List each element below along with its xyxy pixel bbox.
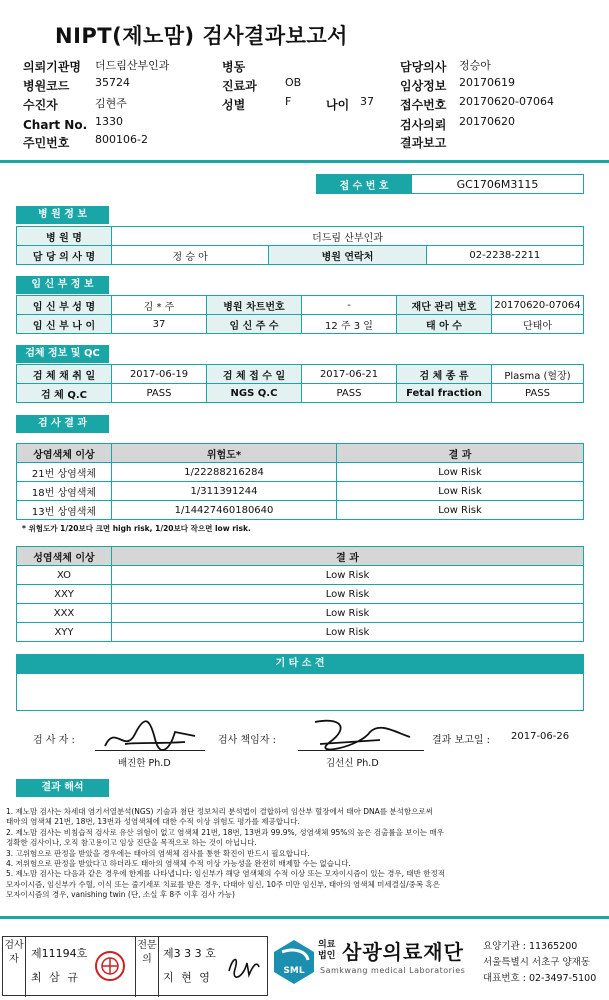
hospital-code-value: 35724 bbox=[95, 76, 130, 89]
pregnant-name-label: 임 신 부 성 명 bbox=[17, 296, 112, 315]
ff-value: PASS bbox=[492, 384, 584, 403]
org-kind-2: 법인 bbox=[318, 951, 336, 961]
receipt-no-label: 접수번호 bbox=[400, 98, 447, 112]
doctor-label: 담당의사 bbox=[400, 60, 447, 74]
resident-no-label: 주민번호 bbox=[23, 136, 70, 150]
chart-label: 병원 차트번호 bbox=[207, 296, 302, 315]
sex-chr-result: Low Risk bbox=[112, 623, 584, 642]
phone: 대표번호 : 02-3497-5100 bbox=[483, 973, 597, 984]
sex-chr-name: XYY bbox=[17, 623, 112, 642]
mgmt-label: 재단 관리 번호 bbox=[397, 296, 492, 315]
results-section: 검 사 결 과 bbox=[16, 415, 109, 433]
results-footnote: * 위험도가 1/20보다 크면 high risk, 1/20보다 작으면 low risk. bbox=[22, 524, 251, 533]
tester-signature bbox=[95, 714, 205, 754]
results-table bbox=[16, 443, 584, 520]
chr-risk: 1/14427460180640 bbox=[112, 501, 337, 520]
doctor-value: 정승아 bbox=[459, 59, 491, 72]
sex-chr-result: Low Risk bbox=[112, 604, 584, 623]
sex-label: 성별 bbox=[222, 98, 246, 112]
interpretation-line: 태아의 염색체 21번, 18번, 13번과 성염색체에 대한 수적 이상 위험도 평가를 제공합니다. bbox=[6, 817, 300, 827]
receive-label: 검 체 접 수 일 bbox=[207, 365, 302, 384]
chr-name: 21번 상염색체 bbox=[17, 463, 112, 482]
age-value: 37 bbox=[360, 95, 374, 108]
ngs-label: NGS Q.C bbox=[207, 384, 302, 403]
sex-chr-result: Low Risk bbox=[112, 566, 584, 585]
ngs-value: PASS bbox=[302, 384, 397, 403]
tester-no: 제11194호 bbox=[31, 947, 88, 960]
expert-no: 제3 3 3 호 bbox=[163, 947, 216, 960]
sex-chr-name: XXX bbox=[17, 604, 112, 623]
clinical-info-label: 임상정보 bbox=[400, 79, 447, 93]
receive-value: 2017-06-21 bbox=[302, 365, 397, 384]
type-value: Plasma (혈장) bbox=[492, 365, 584, 384]
chr-result: Low Risk bbox=[337, 482, 584, 501]
results-col-a: 상염색체 이상 bbox=[17, 444, 112, 463]
type-label: 검 체 종 류 bbox=[397, 365, 492, 384]
chart-no-label: Chart No. bbox=[23, 118, 88, 132]
receipt-box-value: GC1706M3115 bbox=[412, 175, 584, 194]
org-en: Samkwang medical Laboratories bbox=[320, 966, 466, 975]
fetus-label: 태 아 수 bbox=[397, 315, 492, 334]
dept-value: OB bbox=[285, 76, 302, 89]
collect-label: 검 체 채 취 일 bbox=[17, 365, 112, 384]
receipt-no-value: 20170620-07064 bbox=[459, 95, 554, 108]
expert-footer-name: 지 현 영 bbox=[163, 971, 212, 984]
pregnant-table bbox=[16, 295, 584, 334]
table-row bbox=[17, 604, 584, 623]
ward-label: 병동 bbox=[222, 60, 246, 74]
report-title: NIPT(제노맘) 검사결과보고서 bbox=[55, 24, 348, 48]
tester-name: 배진한 Ph.D bbox=[118, 758, 171, 769]
table-row bbox=[17, 566, 584, 585]
sex-chr-result: Low Risk bbox=[112, 585, 584, 604]
org-kind bbox=[318, 940, 335, 962]
table-row bbox=[17, 585, 584, 604]
clinical-info-value: 20170619 bbox=[459, 76, 515, 89]
hospital-name-label: 병 원 명 bbox=[17, 227, 112, 246]
phone-label: 병원 연락처 bbox=[269, 246, 426, 265]
address: 서울특별시 서초구 양재동 bbox=[483, 957, 590, 968]
pregnant-name-value: 김 * 주 bbox=[112, 296, 207, 315]
tester-footer-name: 최 삼 규 bbox=[31, 971, 80, 984]
receipt-box-label: 접 수 번 호 bbox=[317, 175, 412, 194]
patient-label: 수진자 bbox=[23, 98, 58, 112]
interpretation-text bbox=[6, 807, 596, 901]
dept-label: 진료과 bbox=[222, 79, 257, 93]
org-name: 삼광의료재단 bbox=[342, 940, 464, 964]
stamp-icon bbox=[93, 949, 127, 983]
interpretation-section: 결과 해석 bbox=[16, 779, 109, 797]
chr-risk: 1/311391244 bbox=[112, 482, 337, 501]
resident-no-value: 800106-2 bbox=[95, 133, 148, 146]
sex-results-table bbox=[16, 546, 584, 642]
ff-label: Fetal fraction bbox=[397, 384, 492, 403]
hospital-code-label: 병원코드 bbox=[23, 79, 70, 93]
sex-chr-name: XO bbox=[17, 566, 112, 585]
footer-signatures bbox=[2, 936, 268, 996]
collect-value: 2017-06-19 bbox=[112, 365, 207, 384]
report-label: 결과보고 bbox=[400, 136, 447, 150]
hospital-section: 병 원 정 보 bbox=[16, 206, 109, 224]
sex-col-b: 결 과 bbox=[112, 547, 584, 566]
doctor-name-label: 담 당 의 사 명 bbox=[17, 246, 112, 265]
interpretation-line: 4. 저위험으로 판정을 받았다고 하더라도 태아의 염색체 수적 이상 가능성을 완전히 배제할 수는 없습니다. bbox=[6, 859, 351, 869]
expert-tag: 전문의 bbox=[135, 937, 159, 997]
weeks-label: 임 신 주 수 bbox=[207, 315, 302, 334]
interpretation-line: 모자이시즘의 경우, vanishing twin (단, 소실 후 8주 이후 검사 가능) bbox=[6, 890, 235, 900]
interpretation-line: 모자이시즘, 임신부가 수혈, 이식 또는 줄기세포 치료를 받은 경우, 다태아 임신, 10주 미만 임신부, 태아의 염색체 미세결실/중복 혹은 bbox=[6, 879, 441, 889]
request-value: 20170620 bbox=[459, 115, 515, 128]
org-kind-1: 의료 bbox=[318, 940, 336, 950]
qc-label: 검 체 Q.C bbox=[17, 384, 112, 403]
sex-chr-name: XXY bbox=[17, 585, 112, 604]
patient-value: 김현주 bbox=[95, 97, 127, 110]
table-row bbox=[17, 482, 584, 501]
pregnant-age-value: 37 bbox=[112, 315, 207, 334]
hospital-table bbox=[16, 226, 584, 265]
doctor-name-value: 정 승 아 bbox=[112, 246, 269, 265]
interpretation-line: 3. 고위험으로 판정을 받았을 경우에는 태아의 염색체 검사를 통한 확진이 반드시 필요합니다. bbox=[6, 848, 310, 858]
interpretation-line: 5. 제노맘 검사는 다음과 같은 경우에 한계를 나타냅니다: 임신부가 해당 염색체의 수적 이상 또는 모자이시즘이 있는 경우, 태반 한정적 bbox=[6, 869, 445, 879]
mgmt-value: 20170620-07064 bbox=[492, 296, 584, 315]
expert-signature bbox=[225, 951, 261, 981]
request-label: 검사의뢰 bbox=[400, 118, 447, 132]
results-col-b: 위험도* bbox=[112, 444, 337, 463]
pregnant-age-label: 임 신 부 나 이 bbox=[17, 315, 112, 334]
age-label: 나이 bbox=[326, 98, 350, 112]
other-box bbox=[16, 674, 584, 711]
phone-value: 02-2238-2211 bbox=[426, 246, 583, 265]
results-col-c: 결 과 bbox=[337, 444, 584, 463]
weeks-value: 12 주 3 일 bbox=[302, 315, 397, 334]
chr-result: Low Risk bbox=[337, 463, 584, 482]
tester-label: 검 사 자 : bbox=[33, 735, 75, 746]
report-date-value: 2017-06-26 bbox=[511, 731, 570, 742]
sml-logo-icon bbox=[272, 938, 316, 986]
table-row bbox=[17, 463, 584, 482]
top-rule bbox=[0, 160, 609, 163]
table-row bbox=[17, 623, 584, 642]
interpretation-line: 1. 제노맘 검사는 차세대 염기서열분석(NGS) 기술과 첨단 정보처리 분석법이 결합하여 임산부 혈장에서 태아 DNA를 분석함으로써 bbox=[6, 807, 433, 816]
table-row bbox=[17, 501, 584, 520]
qc-value: PASS bbox=[112, 384, 207, 403]
other-section: 기 타 소 견 bbox=[16, 654, 584, 674]
head-signature bbox=[300, 712, 424, 752]
receipt-box bbox=[316, 174, 584, 194]
chart-value: - bbox=[302, 296, 397, 315]
bottom-rule bbox=[0, 916, 609, 919]
interpretation-line: 2. 제노맘 검사는 비침습적 검사로 유산 위험이 없고 염색체 21번, 18번, 13번과 99.9%, 성염색체 95%의 높은 검출률을 보이는 매우 bbox=[6, 827, 444, 837]
interpretation-line: 정확한 검사이나, 오직 참고용이고 임상 진단을 목적으로 하는 것이 아닙니다. bbox=[6, 838, 257, 848]
specimen-table bbox=[16, 364, 584, 403]
pregnant-section: 임 신 부 정 보 bbox=[16, 276, 109, 294]
chr-risk: 1/22288216284 bbox=[112, 463, 337, 482]
head-label: 검사 책임자 : bbox=[218, 735, 277, 746]
logo-text: SML bbox=[283, 966, 305, 976]
org-value: 더드림산부인과 bbox=[95, 59, 170, 72]
chr-result: Low Risk bbox=[337, 501, 584, 520]
specimen-section: 검체 정보 및 QC bbox=[16, 345, 109, 363]
org-contact bbox=[483, 939, 596, 987]
sex-col-a: 성염색체 이상 bbox=[17, 547, 112, 566]
chr-name: 18번 상염색체 bbox=[17, 482, 112, 501]
org-label: 의뢰기관명 bbox=[23, 60, 81, 74]
hospital-name-value: 더드림 산부인과 bbox=[112, 227, 584, 246]
report-date-label: 결과 보고일 : bbox=[432, 735, 491, 746]
chr-name: 13번 상염색체 bbox=[17, 501, 112, 520]
sex-value: F bbox=[285, 95, 292, 108]
chart-no-value: 1330 bbox=[95, 115, 123, 128]
fetus-value: 단태아 bbox=[492, 315, 584, 334]
tester-tag: 검사자 bbox=[3, 937, 26, 997]
care-no: 요양기관 : 11365200 bbox=[483, 941, 578, 952]
head-name: 김선신 Ph.D bbox=[326, 758, 379, 769]
